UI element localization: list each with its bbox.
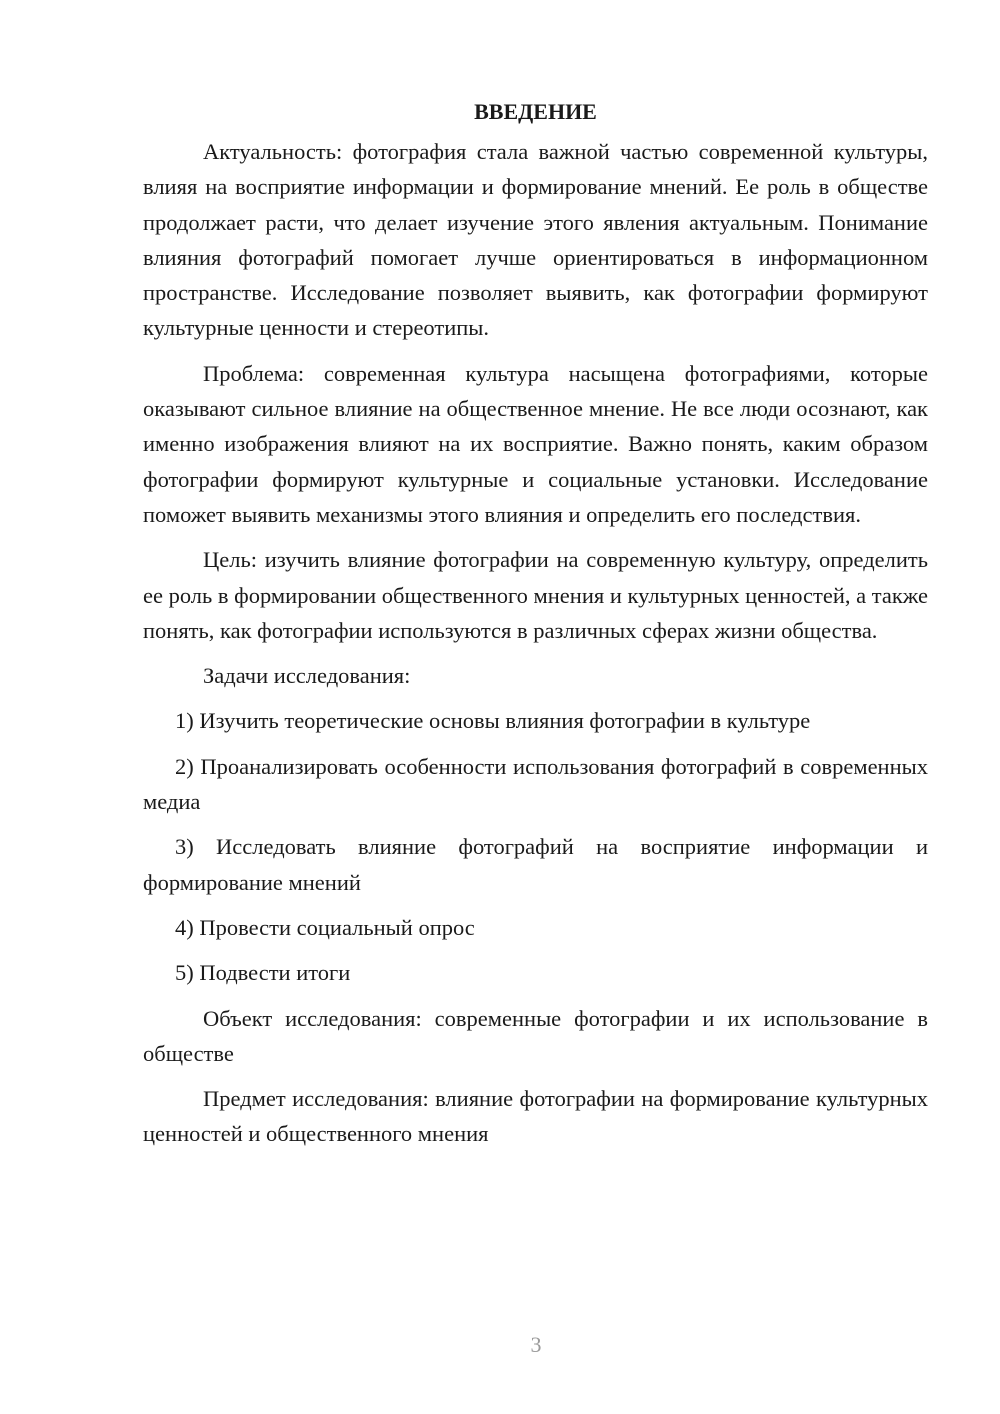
tasks-heading: Задачи исследования: [203, 663, 411, 689]
paragraph-subject: Предмет исследования: влияние фотографии на формирование культурных ценностей и общественного мнения [143, 1086, 928, 1147]
paragraph-goal: Цель: изучить влияние фотографии на современную культуру, определить ее роль в формировании общественного мнения и культурных ценностей, а также понять, как фотографии используются в различных сферах жизни общества. [143, 547, 928, 643]
task-item-1: 1) Изучить теоретические основы влияния фотографии в культуре [175, 708, 811, 734]
task-item-4: 4) Провести социальный опрос [175, 914, 475, 940]
paragraph-problem: Проблема: современная культура насыщена фотографиями, которые оказывают сильное влияние на общественное мнение. Не все люди осознают, как именно изображения влияют на их восприятие. Важно понять, каким образом фотографии формируют культурные и социальные установки. Исследование поможет выявить механизмы этого влияния и определить его последствия. [143, 360, 928, 527]
page-title: ВВЕДЕНИЕ [474, 99, 597, 124]
paragraph-object: Объект исследования: современные фотографии и их использование в обществе [143, 1005, 928, 1066]
task-item-3: 3) Исследовать влияние фотографий на восприятие информации и формирование мнений [143, 834, 928, 895]
task-item-2: 2) Проанализировать особенности использования фотографий в современных медиа [143, 753, 928, 815]
page-number: 3 [530, 1332, 542, 1357]
page-content [143, 94, 928, 1162]
task-item-5: 5) Подвести итоги [175, 960, 351, 986]
paragraph-relevance: Актуальность: фотография стала важной частью современной культуры, влияя на восприятие информации и формирование мнений. Ее роль в обществе продолжает расти, что делает изучение этого явления актуальным. Понимание влияния фотографий помогает лучше ориентироваться в информационном пространстве. Исследование позволяет выявить, как фотографии формируют культурные ценности и стереотипы. [143, 139, 928, 341]
